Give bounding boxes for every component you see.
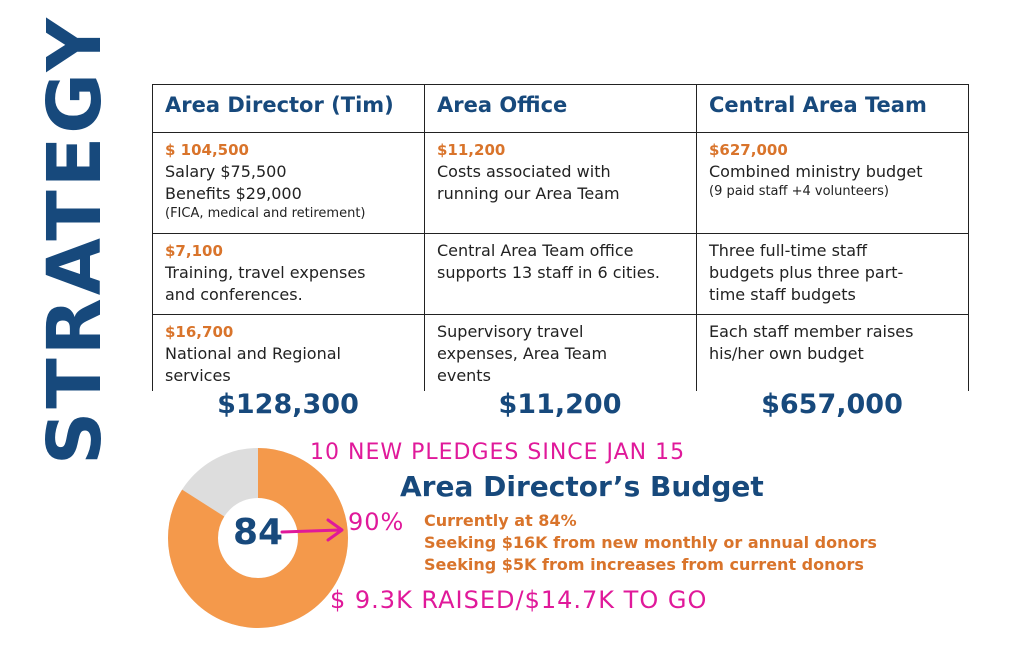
cell-amount: $11,200 bbox=[437, 141, 506, 159]
handwritten-raised-note: $ 9.3K RAISED/$14.7K TO GO bbox=[330, 586, 708, 614]
table-cell bbox=[425, 234, 697, 315]
cell-line: running our Area Team bbox=[437, 184, 620, 203]
total-area-director: $128,300 bbox=[217, 389, 359, 420]
budget-line: Seeking $5K from increases from current donors bbox=[424, 555, 864, 574]
budget-table bbox=[152, 84, 969, 391]
cell-amount: $ 104,500 bbox=[165, 141, 249, 159]
cell-line: budgets plus three part- bbox=[709, 263, 904, 282]
handwritten-arrow bbox=[280, 510, 350, 550]
total-area-office: $11,200 bbox=[498, 389, 622, 420]
table-row bbox=[153, 315, 969, 392]
budget-line: Seeking $16K from new monthly or annual donors bbox=[424, 533, 877, 552]
table-cell bbox=[697, 234, 969, 315]
cell-line: Costs associated with bbox=[437, 162, 611, 181]
cell-line: Supervisory travel bbox=[437, 322, 584, 341]
cell-amount: $627,000 bbox=[709, 141, 788, 159]
budget-lines bbox=[424, 510, 877, 576]
cell-line: Three full-time staff bbox=[709, 241, 868, 260]
donut-value: 84 bbox=[232, 512, 284, 553]
cell-line: Each staff member raises bbox=[709, 322, 914, 341]
cell-note: (9 paid staff +4 volunteers) bbox=[709, 184, 889, 199]
side-title-text: STRATEGY bbox=[32, 14, 118, 466]
total-central-area-team: $657,000 bbox=[761, 389, 903, 420]
table-cell bbox=[425, 315, 697, 392]
cell-line: services bbox=[165, 366, 231, 385]
cell-amount: $7,100 bbox=[165, 242, 223, 260]
handwritten-pledges-note: 10 NEW PLEDGES SINCE JAN 15 bbox=[310, 440, 686, 465]
cell-line: Training, travel expenses bbox=[165, 263, 366, 282]
table-header-row bbox=[153, 85, 969, 133]
cell-amount: $16,700 bbox=[165, 323, 234, 341]
header-central-area-team: Central Area Team bbox=[697, 85, 969, 133]
cell-line: events bbox=[437, 366, 491, 385]
cell-line: Salary $75,500 bbox=[165, 162, 287, 181]
cell-line: Benefits $29,000 bbox=[165, 184, 302, 203]
header-area-office: Area Office bbox=[425, 85, 697, 133]
table-cell bbox=[425, 133, 697, 234]
table-cell bbox=[153, 315, 425, 392]
table-cell bbox=[697, 133, 969, 234]
totals-row bbox=[152, 389, 968, 429]
cell-line: expenses, Area Team bbox=[437, 344, 608, 363]
table-row bbox=[153, 133, 969, 234]
cell-line: Central Area Team office bbox=[437, 241, 634, 260]
cell-line: and conferences. bbox=[165, 285, 303, 304]
side-title bbox=[30, 14, 120, 466]
table-row bbox=[153, 234, 969, 315]
table-cell bbox=[697, 315, 969, 392]
cell-line: time staff budgets bbox=[709, 285, 856, 304]
cell-note: (FICA, medical and retirement) bbox=[165, 206, 366, 221]
header-area-director: Area Director (Tim) bbox=[153, 85, 425, 133]
table-cell bbox=[153, 133, 425, 234]
handwritten-percent: 90% bbox=[348, 508, 405, 536]
cell-line: supports 13 staff in 6 cities. bbox=[437, 263, 660, 282]
cell-line: Combined ministry budget bbox=[709, 162, 923, 181]
cell-line: National and Regional bbox=[165, 344, 341, 363]
budget-line: Currently at 84% bbox=[424, 511, 577, 530]
cell-line: his/her own budget bbox=[709, 344, 864, 363]
budget-title: Area Director’s Budget bbox=[400, 470, 764, 503]
table-cell bbox=[153, 234, 425, 315]
